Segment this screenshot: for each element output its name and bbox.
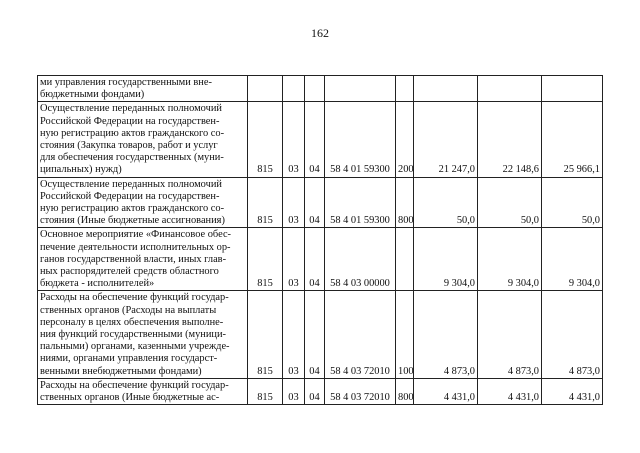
target-article-cell: 58 4 03 00000 [325, 228, 396, 291]
row-name-line: ную регистрацию актов гражданского со- [40, 203, 225, 215]
table-row [38, 291, 603, 378]
target-article-cell: 58 4 03 72010 [325, 291, 396, 378]
target-article-cell: 58 4 03 72010 [325, 378, 396, 404]
row-name-line: стояния (Закупка товаров, работ и услуг [40, 140, 218, 152]
row-name-line: ственных органов (Расходы на выплаты [40, 304, 217, 316]
table-row [38, 177, 603, 228]
amount-year2-cell [478, 76, 542, 102]
row-name-cell [38, 76, 248, 102]
expense-type-cell [396, 76, 414, 102]
subsection-code-cell [305, 76, 325, 102]
row-name-line: Расходы на обеспечение функций государ- [40, 292, 229, 304]
row-name-cell [38, 228, 248, 291]
expense-type-cell: 800 [396, 177, 414, 228]
row-name-line: бюджетными фондами) [40, 89, 145, 101]
expense-type-cell: 100 [396, 291, 414, 378]
row-name-cell [38, 291, 248, 378]
table-row [38, 76, 603, 102]
section-code-cell: 03 [283, 228, 305, 291]
amount-year3-cell: 50,0 [542, 177, 603, 228]
table-row [38, 102, 603, 177]
amount-year2-cell: 22 148,6 [478, 102, 542, 177]
row-name-cell [38, 378, 248, 404]
section-code-cell: 03 [283, 378, 305, 404]
row-name-line: Расходы на обеспечение функций государ- [40, 379, 229, 391]
amount-year3-cell [542, 76, 603, 102]
row-name-cell [38, 102, 248, 177]
ministry-code-cell: 815 [248, 378, 283, 404]
expense-type-cell: 800 [396, 378, 414, 404]
amount-year1-cell: 50,0 [414, 177, 478, 228]
row-name-line: бюджета - исполнителей» [40, 278, 155, 290]
expense-type-cell [396, 228, 414, 291]
row-name-line: ния функций государственными (муници- [40, 329, 227, 341]
subsection-code-cell: 04 [305, 102, 325, 177]
target-article-cell: 58 4 01 59300 [325, 102, 396, 177]
section-code-cell: 03 [283, 102, 305, 177]
amount-year1-cell: 4 431,0 [414, 378, 478, 404]
subsection-code-cell: 04 [305, 291, 325, 378]
amount-year2-cell: 9 304,0 [478, 228, 542, 291]
row-name-line: Осуществление переданных полномочий [40, 103, 222, 115]
ministry-code-cell: 815 [248, 291, 283, 378]
ministry-code-cell [248, 76, 283, 102]
subsection-code-cell: 04 [305, 228, 325, 291]
row-name-line: ную регистрацию актов гражданского со- [40, 127, 225, 139]
budget-table [37, 75, 603, 405]
row-name-line: Основное мероприятие «Финансовое обес- [40, 229, 232, 241]
section-code-cell [283, 76, 305, 102]
row-name-line: стояния (Иные бюджетные ассигнования) [40, 215, 225, 227]
amount-year3-cell: 9 304,0 [542, 228, 603, 291]
row-name-line: ганов государственной власти, иных глав- [40, 253, 227, 265]
row-name-line: пальными) органами, казенными учрежде- [40, 341, 230, 353]
amount-year2-cell: 4 431,0 [478, 378, 542, 404]
row-name-line: Российской Федерации на государствен- [40, 190, 220, 202]
row-name-line: ниями, органами управления государст- [40, 353, 218, 365]
amount-year3-cell: 4 873,0 [542, 291, 603, 378]
target-article-cell [325, 76, 396, 102]
amount-year2-cell: 50,0 [478, 177, 542, 228]
amount-year3-cell: 4 431,0 [542, 378, 603, 404]
table-row [38, 228, 603, 291]
page-number: 162 [311, 26, 329, 40]
row-name-line: Российской Федерации на государствен- [40, 115, 220, 127]
amount-year1-cell: 21 247,0 [414, 102, 478, 177]
row-name-line: персоналу в целях обеспечения выполне- [40, 316, 224, 328]
target-article-cell: 58 4 01 59300 [325, 177, 396, 228]
amount-year1-cell: 4 873,0 [414, 291, 478, 378]
row-name-line: печение деятельности исполнительных ор- [40, 241, 231, 253]
amount-year1-cell: 9 304,0 [414, 228, 478, 291]
row-name-line: Осуществление переданных полномочий [40, 178, 222, 190]
amount-year2-cell: 4 873,0 [478, 291, 542, 378]
row-name-line: ственных органов (Иные бюджетные ас- [40, 392, 220, 404]
row-name-line: для обеспечения государственных (муни- [40, 152, 224, 164]
row-name-cell [38, 177, 248, 228]
section-code-cell: 03 [283, 291, 305, 378]
section-code-cell: 03 [283, 177, 305, 228]
subsection-code-cell: 04 [305, 177, 325, 228]
subsection-code-cell: 04 [305, 378, 325, 404]
ministry-code-cell: 815 [248, 177, 283, 228]
row-name-line: ных распорядителей средств областного [40, 266, 219, 278]
amount-year1-cell [414, 76, 478, 102]
ministry-code-cell: 815 [248, 102, 283, 177]
table-row [38, 378, 603, 404]
row-name-line: ципальных) нужд) [40, 164, 122, 176]
row-name-line: венными внебюджетными фондами) [40, 365, 202, 377]
expense-type-cell: 200 [396, 102, 414, 177]
row-name-line: ми управления государственными вне- [40, 77, 212, 88]
ministry-code-cell: 815 [248, 228, 283, 291]
amount-year3-cell: 25 966,1 [542, 102, 603, 177]
